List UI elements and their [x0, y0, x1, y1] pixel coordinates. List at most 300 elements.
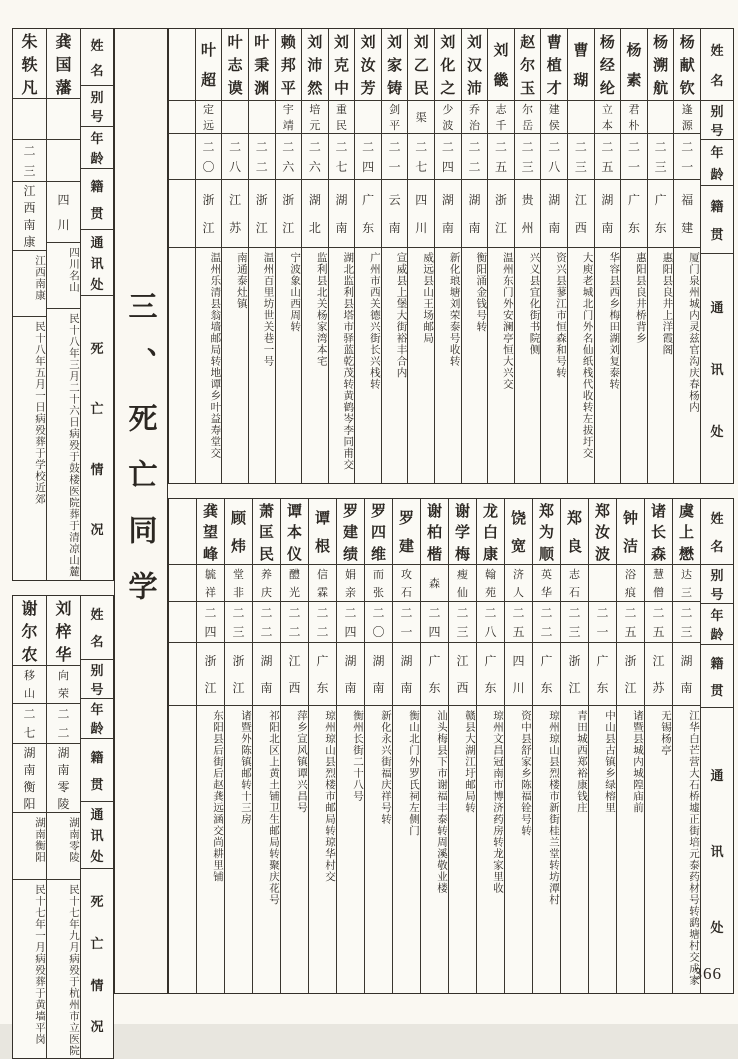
name-cell: 饶 宽 — [505, 499, 532, 565]
alias-cell — [355, 101, 381, 134]
person-column — [588, 499, 616, 993]
origin-cell: 湖 南 — [365, 643, 392, 706]
person-column — [532, 499, 560, 993]
address-cell: 温州乐清县翁墙邮局转地谭乡叶益寿堂交 — [196, 248, 222, 483]
address-cell: 温州百里坊世关巷一号 — [249, 248, 275, 483]
header-death-cell: 死 亡 情 况 — [81, 296, 113, 580]
age-cell: 二 一 — [382, 134, 408, 180]
origin-cell: 四 川 — [408, 180, 434, 248]
person-column — [354, 29, 381, 483]
section-title-strip — [114, 28, 168, 994]
origin-cell: 贵 州 — [515, 180, 541, 248]
header-age-cell: 年 龄 — [701, 604, 733, 645]
origin-cell: 湖 南 — [462, 180, 488, 248]
header-death-cell: 死 亡 情 况 — [81, 869, 113, 1059]
alias-cell: 堂 非 — [225, 565, 252, 602]
origin-cell: 四 川 — [47, 182, 80, 243]
header-age-cell: 年 龄 — [81, 127, 113, 169]
address-cell: 监利县北关杨家湾本宅 — [302, 248, 328, 483]
name-cell: 刘 汉 沛 — [462, 29, 488, 101]
header-alias-cell: 别 号 — [81, 86, 113, 127]
death-cell: 民十八年三月二十六日病殁于鼓楼医院葬于清凉山麓 — [47, 309, 80, 580]
header-age-cell: 年 龄 — [81, 699, 113, 739]
origin-cell: 江 西 — [568, 180, 594, 248]
person-column — [514, 29, 541, 483]
age-cell: 二 四 — [197, 602, 224, 643]
alias-cell: 移 山 — [13, 666, 46, 704]
age-cell: 二 三 — [449, 602, 476, 643]
name-cell: 赖 邦 平 — [276, 29, 302, 101]
age-cell: 二 四 — [355, 134, 381, 180]
name-cell — [169, 29, 195, 101]
person-column — [487, 29, 514, 483]
address-cell: 新化琅塘刘荣泰号收转 — [435, 248, 461, 483]
header-origin-cell: 籍 贯 — [701, 186, 733, 254]
name-cell: 刘 汝 芳 — [355, 29, 381, 101]
origin-cell: 湖 南 — [253, 643, 280, 706]
age-cell: 二 三 — [673, 602, 700, 643]
address-cell: 祁阳北区上黄土铺卫生邮局转聚庆花号 — [253, 706, 280, 993]
name-cell: 谭 根 — [309, 499, 336, 565]
person-column — [248, 29, 275, 483]
person-column — [540, 29, 567, 483]
origin-cell: 广 东 — [477, 643, 504, 706]
alias-cell: 翰 苑 — [477, 565, 504, 602]
person-column — [448, 499, 476, 993]
address-cell: 江华白芒营大石桥墟正街培元泰药材号转鹞塘村交成家 — [673, 706, 700, 993]
header-address-cell: 通 讯 处 — [701, 254, 733, 483]
name-cell: 钟 洁 — [617, 499, 644, 565]
age-cell: 二 五 — [617, 602, 644, 643]
person-column — [308, 499, 336, 993]
person-column — [620, 29, 647, 483]
header-column — [700, 499, 733, 993]
name-cell: 萧 匡 民 — [253, 499, 280, 565]
age-cell: 二 六 — [302, 134, 328, 180]
origin-cell: 浙 江 — [225, 643, 252, 706]
address-cell: 大庾老城北门外名仙纸栈代收转左拔圩交 — [568, 248, 594, 483]
alias-cell — [568, 101, 594, 134]
age-cell: 二 〇 — [365, 602, 392, 643]
age-cell: 二 七 — [13, 704, 46, 744]
address-cell: 中山县古镇乡绿榕里 — [589, 706, 616, 993]
alias-cell: 定 远 — [196, 101, 222, 134]
address-cell: 广州市西关德兴街长兴栈转 — [355, 248, 381, 483]
address-cell: 惠阳县良井桥背乡 — [621, 248, 647, 483]
alias-cell: 醴 光 — [281, 565, 308, 602]
person-column — [328, 29, 355, 483]
alias-cell: 逢 源 — [674, 101, 700, 134]
person-column — [504, 499, 532, 993]
header-name-cell: 姓 名 — [81, 596, 113, 660]
origin-cell — [169, 643, 196, 706]
alias-cell: 培 元 — [302, 101, 328, 134]
name-cell: 杨 经 纶 — [595, 29, 621, 101]
left-summary-region — [12, 28, 114, 994]
age-cell — [47, 140, 80, 182]
address-cell — [169, 706, 196, 993]
name-cell: 朱 轶 凡 — [13, 29, 46, 99]
age-cell: 二 六 — [276, 134, 302, 180]
address-cell: 资中县舒家乡陈福铨号转 — [505, 706, 532, 993]
person-column — [616, 499, 644, 993]
name-cell: 曹 植 才 — [541, 29, 567, 101]
name-cell: 刘 畿 — [488, 29, 514, 101]
age-cell: 二 三 — [515, 134, 541, 180]
name-cell: 虞 上 懋 — [673, 499, 700, 565]
person-column — [252, 499, 280, 993]
alias-cell: 重 民 — [329, 101, 355, 134]
alias-cell: 娟 亲 — [337, 565, 364, 602]
name-cell — [169, 499, 196, 565]
person-column — [275, 29, 302, 483]
name-cell: 龚 望 峰 — [197, 499, 224, 565]
origin-cell — [169, 180, 195, 248]
main-register-region — [168, 28, 734, 994]
age-cell: 二 一 — [674, 134, 700, 180]
name-cell: 罗 四 维 — [365, 499, 392, 565]
name-cell: 谢 尔 农 — [13, 596, 46, 666]
address-cell: 宣威县上堡大街裕丰合内 — [382, 248, 408, 483]
alias-cell: 宇 靖 — [276, 101, 302, 134]
name-cell: 叶 志 谟 — [222, 29, 248, 101]
age-cell: 二 三 — [568, 134, 594, 180]
address-cell: 青田城西郑裕康钱庄 — [561, 706, 588, 993]
address-cell: 湖南零陵 — [47, 813, 80, 880]
person-column — [46, 596, 80, 1059]
origin-cell: 江 西 — [281, 643, 308, 706]
address-cell — [169, 248, 195, 483]
alias-cell: 尔 岳 — [515, 101, 541, 134]
age-cell: 二 五 — [645, 602, 672, 643]
header-alias-cell: 别 号 — [701, 101, 733, 140]
alias-cell: 济 人 — [505, 565, 532, 602]
origin-cell: 广 东 — [355, 180, 381, 248]
page-number: 366 — [694, 964, 723, 984]
name-cell: 刘 家 铸 — [382, 29, 408, 101]
age-cell: 二 四 — [421, 602, 448, 643]
age-cell: 二 二 — [281, 602, 308, 643]
address-cell: 华容县西乡梅田湖刘复泰转 — [595, 248, 621, 483]
person-column — [407, 29, 434, 483]
address-cell: 南通泰灶镇 — [222, 248, 248, 483]
person-column — [196, 499, 224, 993]
address-cell: 湖北监利县塔市驿蓝乾茂转黄鹤岑李同甫交 — [329, 248, 355, 483]
age-cell: 二 八 — [477, 602, 504, 643]
person-column — [13, 596, 46, 1059]
alias-cell: 建 侯 — [541, 101, 567, 134]
person-column — [301, 29, 328, 483]
header-address-cell: 通 讯 处 — [81, 802, 113, 869]
address-cell: 琼州琼山县烈楼市新街桂兰堂转坊潭村 — [533, 706, 560, 993]
origin-cell: 浙 江 — [617, 643, 644, 706]
person-column — [46, 29, 80, 580]
origin-cell: 广 东 — [648, 180, 674, 248]
origin-cell: 广 东 — [309, 643, 336, 706]
alias-cell: 志 千 — [488, 101, 514, 134]
origin-cell: 湖 南 — [673, 643, 700, 706]
name-cell: 刘 乙 民 — [408, 29, 434, 101]
age-cell: 二 一 — [393, 602, 420, 643]
address-cell: 江西南康 — [13, 251, 46, 317]
name-cell: 谢 柏 楷 — [421, 499, 448, 565]
name-cell: 龙 白 康 — [477, 499, 504, 565]
deceased-block-bottom-left — [12, 595, 114, 1059]
person-column — [644, 499, 672, 993]
alias-cell — [648, 101, 674, 134]
origin-cell: 浙 江 — [196, 180, 222, 248]
address-cell: 诸暨县城内城隍庙前 — [617, 706, 644, 993]
address-cell: 衡州长街二十八号 — [337, 706, 364, 993]
header-origin-cell: 籍 贯 — [81, 739, 113, 802]
person-column — [364, 499, 392, 993]
name-cell: 龚 国 藩 — [47, 29, 80, 99]
alias-cell — [249, 101, 275, 134]
table-gap — [12, 581, 114, 595]
origin-cell: 湖 南 — [435, 180, 461, 248]
origin-cell: 浙 江 — [197, 643, 224, 706]
age-cell: 二 五 — [505, 602, 532, 643]
age-cell: 二 〇 — [196, 134, 222, 180]
name-cell: 谢 学 梅 — [449, 499, 476, 565]
name-cell: 罗 建 — [393, 499, 420, 565]
origin-cell: 湖 南 — [541, 180, 567, 248]
alias-cell — [13, 99, 46, 140]
origin-cell: 广 东 — [589, 643, 616, 706]
address-cell: 湖南衡阳 — [13, 813, 46, 880]
address-cell: 琼州琼山县烈楼市邮局转琼华村交 — [309, 706, 336, 993]
origin-cell: 广 东 — [533, 643, 560, 706]
origin-cell: 湖 南 — [337, 643, 364, 706]
person-column — [336, 499, 364, 993]
alias-cell: 瘦 仙 — [449, 565, 476, 602]
origin-cell: 福 建 — [674, 180, 700, 248]
person-column — [224, 499, 252, 993]
origin-cell: 湖 北 — [302, 180, 328, 248]
origin-cell: 湖 南 — [393, 643, 420, 706]
address-cell: 衡山北门外罗氏祠左侧门 — [393, 706, 420, 993]
name-cell: 诸 长 森 — [645, 499, 672, 565]
header-column — [80, 596, 113, 1059]
death-cell: 民十七年九月病殁于杭州市立医院 — [47, 880, 80, 1059]
address-cell: 兴义县宜化街书院侧 — [515, 248, 541, 483]
name-cell: 叶 秉 渊 — [249, 29, 275, 101]
origin-cell: 云 南 — [382, 180, 408, 248]
table-gap — [168, 484, 734, 498]
name-cell: 赵 尔 玉 — [515, 29, 541, 101]
header-alias-cell: 别 号 — [701, 565, 733, 604]
person-column — [434, 29, 461, 483]
address-cell: 惠阳县良井上洋霞阁 — [648, 248, 674, 483]
origin-cell: 江 苏 — [645, 643, 672, 706]
address-cell: 新化永兴街福庆祥号转 — [365, 706, 392, 993]
header-name-cell: 姓 名 — [701, 29, 733, 101]
origin-cell: 浙 江 — [249, 180, 275, 248]
address-cell: 无锡杨亭 — [645, 706, 672, 993]
person-column — [381, 29, 408, 483]
person-column — [420, 499, 448, 993]
alias-cell: 乔 治 — [462, 101, 488, 134]
age-cell: 二 四 — [337, 602, 364, 643]
age-cell: 二 五 — [595, 134, 621, 180]
section-title: 三、死亡同学 — [121, 29, 162, 993]
alias-cell: 信 霖 — [309, 565, 336, 602]
age-cell: 二 八 — [222, 134, 248, 180]
address-cell: 厦门泉州城内灵兹官沟庆春杨内 — [674, 248, 700, 483]
person-column — [195, 29, 222, 483]
alias-cell: 毓 祥 — [197, 565, 224, 602]
name-cell: 谭 本 仪 — [281, 499, 308, 565]
origin-cell: 浙 江 — [276, 180, 302, 248]
alias-cell: 志 石 — [561, 565, 588, 602]
header-origin-cell: 籍 贯 — [701, 645, 733, 708]
origin-cell: 浙 江 — [561, 643, 588, 706]
age-cell: 二 二 — [253, 602, 280, 643]
header-address-cell: 通 讯 处 — [701, 708, 733, 993]
alias-cell: 达 三 — [673, 565, 700, 602]
address-cell: 资兴县蓼江市恒森和号转 — [541, 248, 567, 483]
alias-cell — [169, 101, 195, 134]
alias-cell: 立 本 — [595, 101, 621, 134]
age-cell: 二 二 — [462, 134, 488, 180]
header-age-cell: 年 龄 — [701, 140, 733, 186]
name-cell: 刘 化 之 — [435, 29, 461, 101]
alias-cell: 森 — [421, 565, 448, 602]
person-column — [221, 29, 248, 483]
alias-cell: 而 张 — [365, 565, 392, 602]
name-cell: 刘 梓 华 — [47, 596, 80, 666]
address-cell: 四川名山 — [47, 243, 80, 309]
name-cell: 刘 克 中 — [329, 29, 355, 101]
origin-cell: 湖 南 — [329, 180, 355, 248]
empty-column — [169, 29, 195, 483]
address-cell: 衡阳涌金钱号转 — [462, 248, 488, 483]
alias-cell — [169, 565, 196, 602]
address-cell: 赣县大湖江圩邮局转 — [449, 706, 476, 993]
person-column — [567, 29, 594, 483]
age-cell: 二 七 — [329, 134, 355, 180]
age-cell: 二 五 — [488, 134, 514, 180]
alias-cell: 剑 平 — [382, 101, 408, 134]
origin-cell: 湖 南 零 陵 — [47, 744, 80, 813]
name-cell: 刘 沛 然 — [302, 29, 328, 101]
age-cell: 二 三 — [13, 140, 46, 182]
origin-cell: 浙 江 — [488, 180, 514, 248]
header-alias-cell: 别 号 — [81, 660, 113, 699]
age-cell: 二 三 — [225, 602, 252, 643]
alias-cell: 向 荣 — [47, 666, 80, 704]
origin-cell: 广 东 — [621, 180, 647, 248]
person-column — [392, 499, 420, 993]
age-cell: 二 三 — [561, 602, 588, 643]
age-cell: 二 二 — [533, 602, 560, 643]
person-column — [476, 499, 504, 993]
name-cell: 杨 素 — [621, 29, 647, 101]
age-cell: 二 八 — [541, 134, 567, 180]
deceased-block-top-left — [12, 28, 114, 581]
header-column — [700, 29, 733, 483]
name-cell: 曹 瑚 — [568, 29, 594, 101]
alumni-table-top — [168, 28, 734, 484]
person-column — [647, 29, 674, 483]
age-cell: 二 一 — [589, 602, 616, 643]
alias-cell: 浴 痕 — [617, 565, 644, 602]
header-name-cell: 姓 名 — [701, 499, 733, 565]
age-cell — [169, 134, 195, 180]
name-cell: 杨 献 钦 — [674, 29, 700, 101]
header-origin-cell: 籍 贯 — [81, 169, 113, 230]
alias-cell — [47, 99, 80, 140]
death-cell: 民十七年一月病殁葬于黄墙平岗 — [13, 880, 46, 1059]
alias-cell: 慧 僧 — [645, 565, 672, 602]
person-column — [461, 29, 488, 483]
alias-cell: 攻 石 — [393, 565, 420, 602]
person-column — [13, 29, 46, 580]
person-column — [673, 29, 700, 483]
page-frame — [12, 28, 734, 994]
address-cell: 温州东门外安澜亭恒大兴交 — [488, 248, 514, 483]
name-cell: 杨 溯 航 — [648, 29, 674, 101]
alias-cell: 君 朴 — [621, 101, 647, 134]
address-cell: 威远县山王场邮局 — [408, 248, 434, 483]
origin-cell: 广 东 — [421, 643, 448, 706]
death-cell: 民十八年五月一日病殁葬于学校近郊 — [13, 317, 46, 580]
name-cell: 罗 建 绩 — [337, 499, 364, 565]
name-cell: 郑 良 — [561, 499, 588, 565]
header-name-cell: 姓 名 — [81, 29, 113, 86]
person-column — [560, 499, 588, 993]
age-cell: 二 二 — [249, 134, 275, 180]
person-column — [672, 499, 700, 993]
alias-cell: 渠 — [408, 101, 434, 134]
age-cell: 二 二 — [309, 602, 336, 643]
origin-cell: 江 西 — [449, 643, 476, 706]
alias-cell: 英 华 — [533, 565, 560, 602]
origin-cell: 四 川 — [505, 643, 532, 706]
origin-cell: 江 苏 — [222, 180, 248, 248]
address-cell: 琼州文昌冠南市博济药房转龙家里收 — [477, 706, 504, 993]
origin-cell: 江 西 南 康 — [13, 182, 46, 251]
address-cell: 东阳县后街后赵龚远涵交尚耕里铺 — [197, 706, 224, 993]
age-cell: 二 三 — [648, 134, 674, 180]
person-column — [280, 499, 308, 993]
age-cell: 二 一 — [621, 134, 647, 180]
header-column — [80, 29, 113, 580]
origin-cell: 湖 南 衡 阳 — [13, 744, 46, 813]
header-address-cell: 通 讯 处 — [81, 230, 113, 296]
age-cell: 二 七 — [408, 134, 434, 180]
alias-cell: 养 庆 — [253, 565, 280, 602]
address-cell: 萍乡宣风镇谭兴昌号 — [281, 706, 308, 993]
name-cell: 叶 超 — [196, 29, 222, 101]
name-cell: 郑 为 顺 — [533, 499, 560, 565]
person-column — [594, 29, 621, 483]
name-cell: 郑 汝 波 — [589, 499, 616, 565]
age-cell: 二 二 — [47, 704, 80, 744]
address-cell: 宁波象山西周转 — [276, 248, 302, 483]
address-cell: 诸暨外陈镇邮转十三房 — [225, 706, 252, 993]
alias-cell — [589, 565, 616, 602]
alias-cell: 少 波 — [435, 101, 461, 134]
empty-column — [169, 499, 196, 993]
address-cell: 汕头梅县下市谢福丰泰转周溪敬业楼 — [421, 706, 448, 993]
age-cell: 二 四 — [435, 134, 461, 180]
name-cell: 顾 炜 — [225, 499, 252, 565]
age-cell — [169, 602, 196, 643]
deceased-table-bottom — [168, 498, 734, 994]
alias-cell — [222, 101, 248, 134]
origin-cell: 湖 南 — [595, 180, 621, 248]
